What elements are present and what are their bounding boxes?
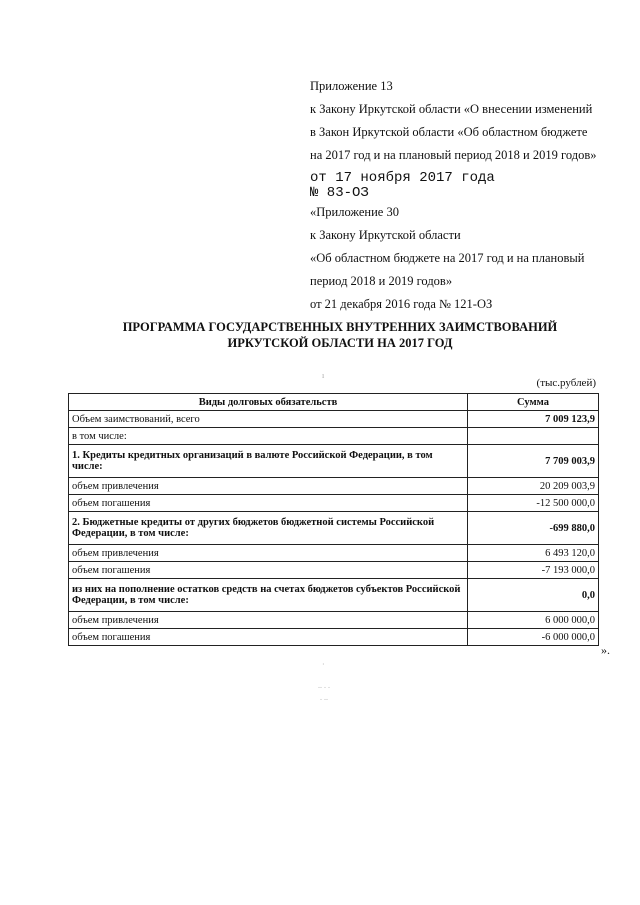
- borrowing-table: [68, 393, 599, 646]
- row-value: 6 000 000,0: [468, 612, 599, 629]
- table-row: [69, 512, 599, 545]
- header-line: от 21 декабря 2016 года № 121-ОЗ: [310, 297, 493, 311]
- row-value: 20 209 003,9: [468, 478, 599, 495]
- title-line: ИРКУТСКОЙ ОБЛАСТИ НА 2017 ГОД: [227, 336, 453, 350]
- row-value: 6 493 120,0: [468, 545, 599, 562]
- table-row: [69, 411, 599, 428]
- document-title: [60, 319, 620, 351]
- table-row: [69, 545, 599, 562]
- row-value: -6 000 000,0: [468, 629, 599, 646]
- row-name: 2. Бюджетные кредиты от других бюджетов бюджетной системы Российской Федерации, в том числе:: [69, 512, 468, 545]
- header-line: «Об областном бюджете на 2017 год и на плановый: [310, 251, 585, 265]
- row-value: 7 009 123,9: [468, 411, 599, 428]
- units-label: (тыс.рублей): [536, 377, 596, 389]
- header-line: период 2018 и 2019 годов»: [310, 274, 453, 288]
- table-row: [69, 629, 599, 646]
- stamp-date: от 17 ноября 2017 года: [310, 170, 495, 186]
- row-name: в том числе:: [69, 428, 468, 445]
- header-line: Приложение 13: [310, 79, 393, 93]
- row-value: -699 880,0: [468, 512, 599, 545]
- row-value: 0,0: [468, 579, 599, 612]
- row-value: -12 500 000,0: [468, 495, 599, 512]
- title-line: ПРОГРАММА ГОСУДАРСТВЕННЫХ ВНУТРЕННИХ ЗАИМСТВОВАНИЙ: [122, 320, 558, 334]
- header-line: к Закону Иркутской области: [310, 228, 461, 242]
- table-row: [69, 562, 599, 579]
- table-row: [69, 428, 599, 445]
- row-name: Объем заимствований, всего: [69, 411, 468, 428]
- header-line: к Закону Иркутской области «О внесении изменений: [310, 102, 593, 116]
- header-line: «Приложение 30: [310, 205, 399, 219]
- row-name: объем погашения: [69, 629, 468, 646]
- stamp-number: № 83-ОЗ: [310, 185, 369, 201]
- appendix-header: [310, 75, 630, 316]
- row-name: объем привлечения: [69, 545, 468, 562]
- scan-mark: ·: [322, 660, 325, 669]
- header-line: на 2017 год и на плановый период 2018 и 2019 годов»: [310, 148, 597, 162]
- table-row: [69, 445, 599, 478]
- row-name: объем погашения: [69, 495, 468, 512]
- row-value: 7 709 003,9: [468, 445, 599, 478]
- row-name: объем привлечения: [69, 612, 468, 629]
- table-row: [69, 579, 599, 612]
- row-name: объем привлечения: [69, 478, 468, 495]
- column-header-name: Виды долговых обязательств: [69, 394, 468, 411]
- table-row: [69, 495, 599, 512]
- scan-mark: ∙ ∙∙: [320, 695, 328, 704]
- closing-quote-mark: ».: [601, 643, 610, 657]
- table-row: [69, 612, 599, 629]
- row-name: 1. Кредиты кредитных организаций в валюте Российской Федерации, в том числе:: [69, 445, 468, 478]
- column-header-sum: Сумма: [468, 394, 599, 411]
- row-name: объем погашения: [69, 562, 468, 579]
- scan-mark: ∙∙ ∙ ∙: [318, 683, 330, 692]
- table-row: [69, 478, 599, 495]
- row-value: [468, 428, 599, 445]
- scan-mark: ı: [322, 371, 325, 380]
- header-line: в Закон Иркутской области «Об областном бюджете: [310, 125, 588, 139]
- row-value: -7 193 000,0: [468, 562, 599, 579]
- table-header-row: [69, 394, 599, 411]
- row-name: из них на пополнение остатков средств на счетах бюджетов субъектов Российской Федерации, в том числе:: [69, 579, 468, 612]
